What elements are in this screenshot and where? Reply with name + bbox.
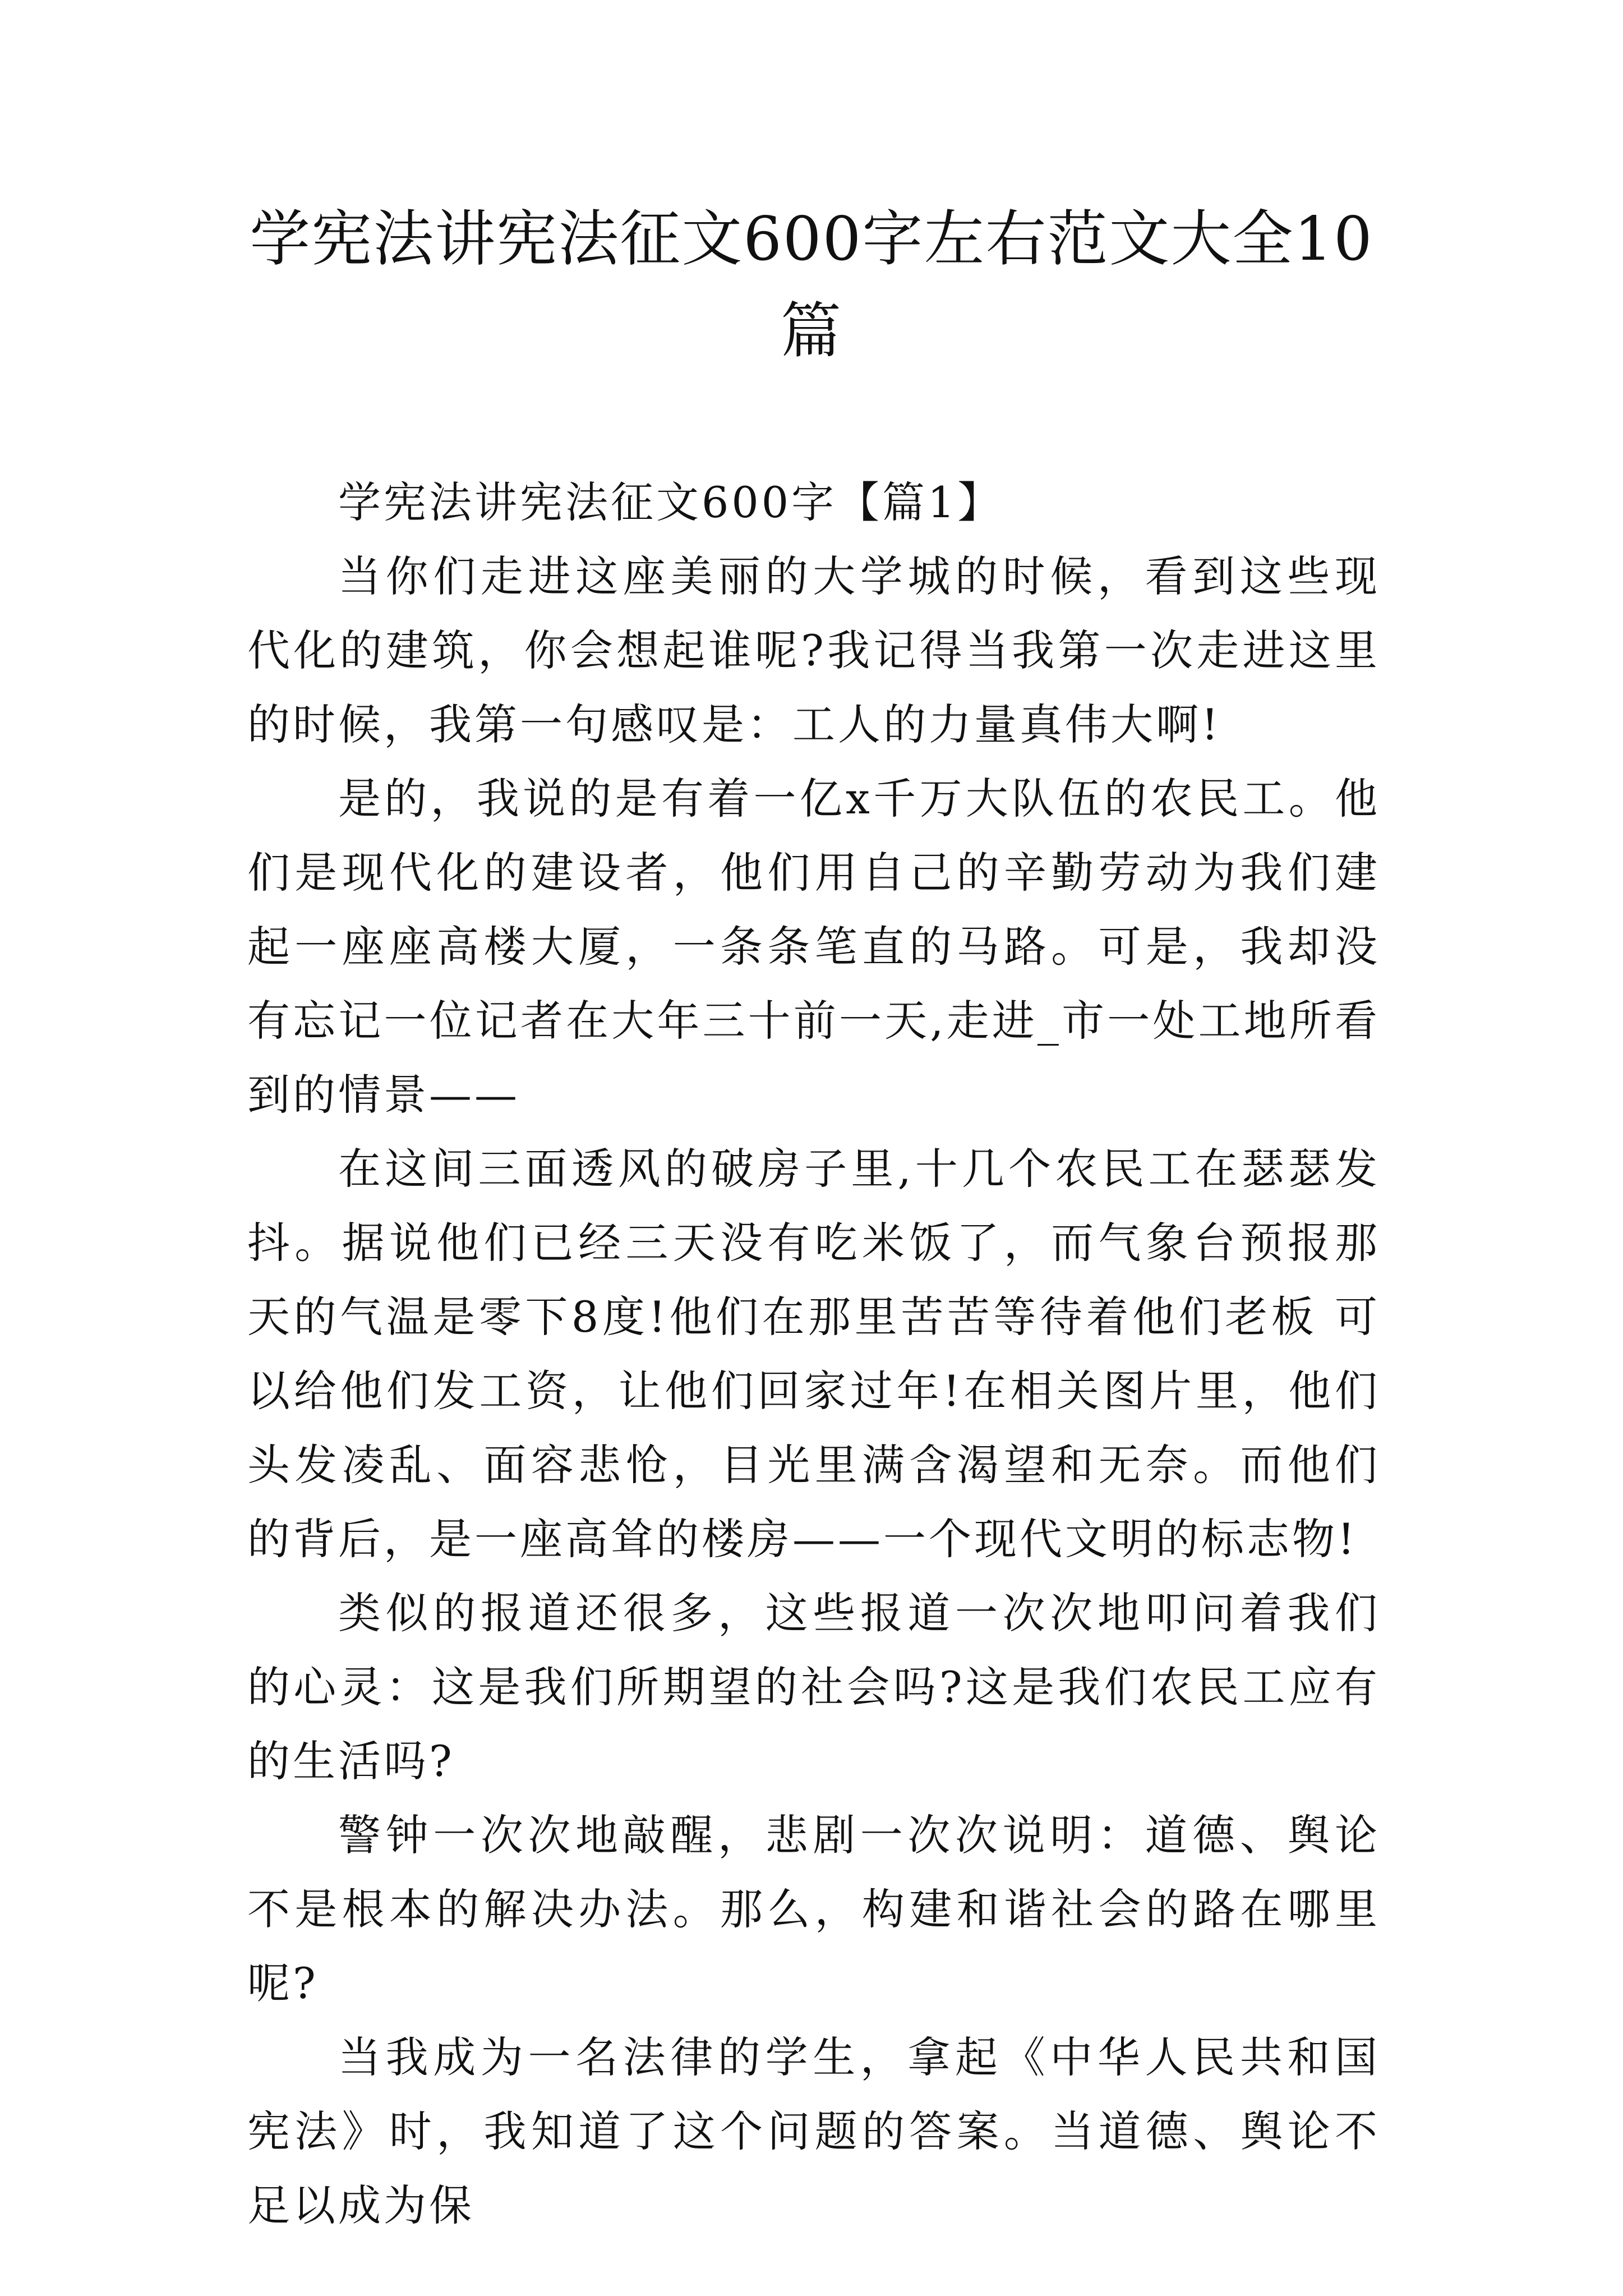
body-paragraph: 在这间三面透风的破房子里,十几个农民工在瑟瑟发抖。据说他们已经三天没有吃米饭了，而气象台预报那天的气温是零下8度!他们在那里苦苦等待着他们老板 可以给他们发工资，让他们回家过年!在相关图片里，他们头发凌乱、面容悲怆，目光里满含渴望和无奈。而他们的背后，是一座高耸的楼房——一个现代文明的标志物!: [247, 1144, 1380, 1564]
body-paragraph: 是的，我说的是有着一亿x千万大队伍的农民工。他们是现代化的建设者，他们用自己的辛勤劳动为我们建起一座座高楼大厦，一条条笔直的马路。可是，我却没有忘记一位记者在大年三十前一天,走进_市一处工地所看到的情景——: [247, 774, 1380, 1120]
document-title: 学宪法讲宪法征文600字左右范文大全10篇: [250, 204, 1373, 366]
body-paragraph: 当我成为一名法律的学生，拿起《中华人民共和国宪法》时，我知道了这个问题的答案。当道德、舆论不足以成为保: [247, 2032, 1380, 2230]
document-body: [247, 466, 1380, 2243]
body-paragraph: 当你们走进这座美丽的大学城的时候，看到这些现代化的建筑，你会想起谁呢?我记得当我第一次走进这里的时候，我第一句感叹是：工人的力量真伟大啊!: [247, 551, 1380, 749]
body-paragraph: 警钟一次次地敲醒，悲剧一次次说明：道德、舆论不是根本的解决办法。那么，构建和谐社会的路在哪里呢?: [247, 1810, 1380, 2008]
section-heading: 学宪法讲宪法征文600字【篇1】: [338, 477, 1003, 527]
body-paragraph: 类似的报道还很多，这些报道一次次地叩问着我们的心灵：这是我们所期望的社会吗?这是我们农民工应有的生活吗?: [247, 1588, 1380, 1786]
